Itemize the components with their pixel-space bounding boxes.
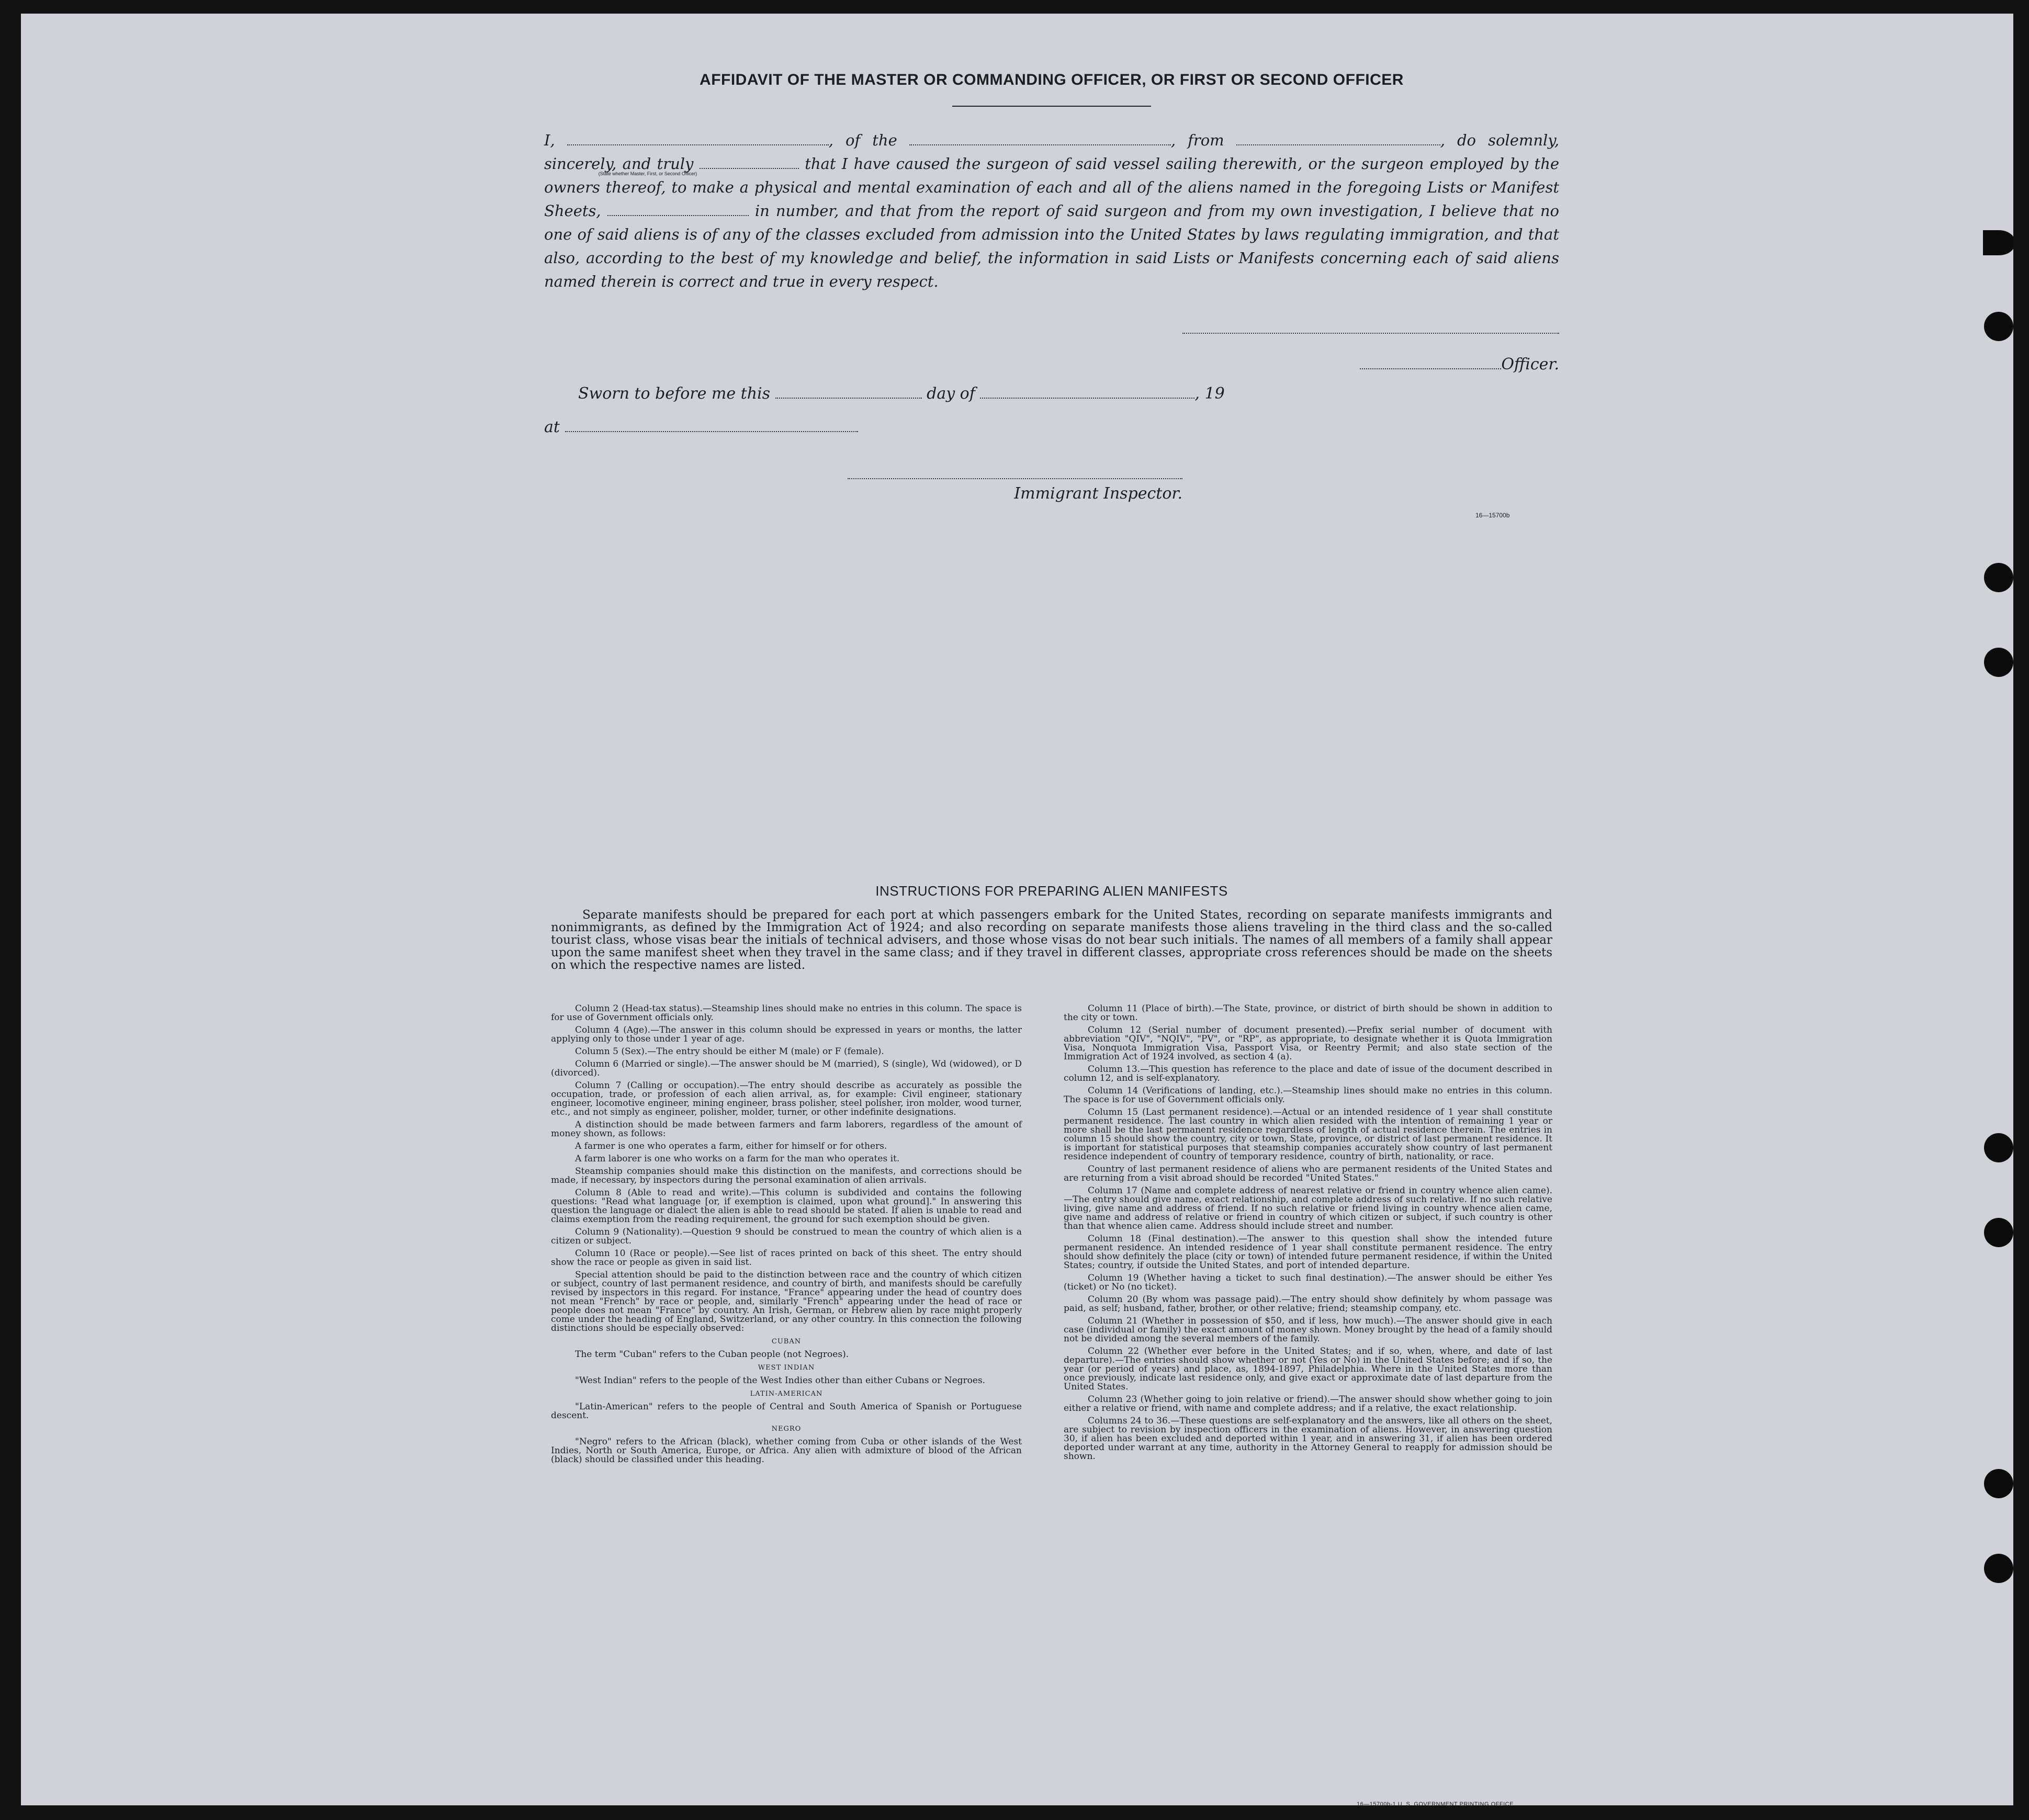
instruction-paragraph: Column 13.—This question has reference to the place and date of issue of the document described in column 12, and is self-explanatory. bbox=[1064, 1064, 1552, 1083]
instruction-paragraph: Column 7 (Calling or occupation).—The entry should describe as accurately as possible the occupation, trade, or profession of each alien arrival, as, for example: Civil engineer, stationary engineer, locomotive engineer, mining engineer, brass polisher, steel polisher, iron molder, wood turner, etc., and not simply as engineer, polisher, molder, turner, or other indefinite designations. bbox=[551, 1080, 1022, 1117]
affidavit-title: AFFIDAVIT OF THE MASTER OR COMMANDING OFFICER, OR FIRST OR SECOND OFFICER bbox=[700, 71, 1404, 88]
state-hint: (State whether Master, First, or Second Officer) bbox=[598, 171, 697, 176]
binder-hole-icon bbox=[1984, 1554, 2013, 1583]
number-of-sheets-field[interactable] bbox=[607, 201, 749, 216]
instruction-paragraph: A distinction should be made between farmers and farm laborers, regardless of the amount of money shown, as follows: bbox=[551, 1120, 1022, 1139]
instruction-paragraph: Column 18 (Final destination).—The answer to this question shall show the intended future permanent residence. An intended residence of 1 year shall constitute permanent residence. The entry should show definitely the place (city or town) of intended future permanent residence, if within the United States; country, if outside the United States, and port of intended departure. bbox=[1064, 1234, 1552, 1271]
instruction-paragraph: Column 4 (Age).—The answer in this column should be expressed in years or months, the latter applying only to those under 1 year of age. bbox=[551, 1025, 1022, 1044]
solemnly-label: solemnly, sincerely, and truly bbox=[544, 131, 1560, 173]
west-indian-heading: WEST INDIAN bbox=[758, 1364, 815, 1372]
form-code: 16—15700b bbox=[1475, 512, 1510, 519]
officer-name-field[interactable] bbox=[1360, 355, 1501, 369]
instruction-paragraph: Column 17 (Name and complete address of nearest relative or friend in country whence alien came).—The entry should give name, exact relationship, and complete address of such relative. If no such relative living, give name and address of friend. If no such relative or friend living in country whence alien came, give name and address of relative or friend in country of which citizen or subject, if such country is other than that whence alien came. Address should include street and number. bbox=[1064, 1185, 1552, 1231]
affidavit-body bbox=[544, 129, 1559, 293]
instruction-paragraph: Column 12 (Serial number of document presented).—Prefix serial number of document with abbreviation "QIV", "NQIV", "PV", or "RP", as appropriate, to designate whether it is Quota Immigration Visa, Nonquota Immigration Visa, Passport Visa, or Reentry Permit; and also state section of the Immigration Act of 1924 involved, as section 4 (a). bbox=[1064, 1025, 1552, 1062]
from-label: , from bbox=[1170, 131, 1224, 149]
sworn-place-field[interactable] bbox=[565, 417, 858, 432]
instruction-paragraph: A farm laborer is one who works on a farm for the man who operates it. bbox=[575, 1154, 900, 1164]
binder-hole-icon bbox=[1984, 648, 2013, 677]
left-column bbox=[551, 1004, 1022, 1468]
officer-signature-line[interactable] bbox=[1182, 333, 1559, 334]
instruction-paragraph: Column 23 (Whether going to join relative or friend).—The answer should show whether going to join either a relative or friend, with name and complete address; and if a relative, the exact relationship. bbox=[1064, 1394, 1552, 1414]
instruction-paragraph: Column 8 (Able to read and write).—This column is subdivided and contains the following questions: "Read what language [or, if exemption is claimed, upon what ground]." In answering this question the language or dialect the alien is able to read should be stated. If alien is unable to read and claims exemption from the reading requirement, the ground for such exemption should be given. bbox=[551, 1188, 1022, 1225]
instructions-intro: Separate manifests should be prepared for each port at which passengers embark for the United States, recording on separate manifests immigrants and nonimmigrants, as defined by the Immigration Act of 1924; and also recording on separate manifests those aliens traveling in the third class and the so-called tourist class, whose visas bear the initials of technical advisers, and those whose visas do not bear such initials. The names of all members of a family shall appear upon the same manifest sheet when they travel in the same class; and if they travel in different classes, appropriate cross references should be made on the sheets on which the respective names are listed. bbox=[551, 908, 1552, 972]
instruction-paragraph: A farmer is one who operates a farm, either for himself or for others. bbox=[575, 1141, 887, 1151]
document-page bbox=[21, 14, 2013, 1805]
instruction-paragraph: Column 20 (By whom was passage paid).—The entry should show definitely by whom passage was paid, as self; husband, father, brother, or other relative; friend; steamship company, etc. bbox=[1064, 1294, 1552, 1314]
printing-office-code: 16—15700b-1 U. S. GOVERNMENT PRINTING OFFICE bbox=[1357, 1801, 1514, 1805]
instruction-paragraph: Column 5 (Sex).—The entry should be either M (male) or F (female). bbox=[575, 1046, 884, 1057]
binder-hole-icon bbox=[1983, 230, 2013, 255]
instruction-paragraph: Column 11 (Place of birth).—The State, province, or district of birth should be shown in addition to the city or town. bbox=[1064, 1003, 1552, 1023]
oath-type-field[interactable] bbox=[700, 154, 799, 169]
instruction-paragraph: Columns 24 to 36.—These questions are self-explanatory and the answers, like all others on the sheet, are subject to revision by inspection officers in the examination of aliens. However, in answering question 30, if alien has been excluded and deported within 1 year, and in answering 31, if alien has been ordered deported under warrant at any time, authority in the Attorney General to reapply for admission should be shown. bbox=[1064, 1416, 1552, 1462]
instruction-paragraph: Column 21 (Whether in possession of $50, and if less, how much).—The answer should give in each case (individual or family) the exact amount of money shown. Money brought by the head of a family should not be divided among the several members of the family. bbox=[1064, 1316, 1552, 1344]
day-of-label: day of bbox=[927, 385, 975, 403]
instruction-paragraph: Steamship companies should make this distinction on the manifests, and corrections should be made, if necessary, by inspectors during the personal examination of alien arrivals. bbox=[551, 1166, 1022, 1185]
binder-hole-icon bbox=[1984, 312, 2013, 341]
instruction-paragraph: Column 9 (Nationality).—Question 9 should be construed to mean the country of which alien is a citizen or subject. bbox=[551, 1227, 1022, 1246]
binder-hole-icon bbox=[1984, 1218, 2013, 1247]
instruction-paragraph: Country of last permanent residence of aliens who are permanent residents of the United States and are returning from a visit abroad should be recorded "United States." bbox=[1064, 1164, 1552, 1183]
west-indian-text: "West Indian" refers to the people of the West Indies other than either Cubans or Negroes. bbox=[575, 1375, 986, 1386]
officer-line bbox=[1329, 355, 1559, 374]
binder-hole-icon bbox=[1984, 563, 2013, 592]
inspector-label: Immigrant Inspector. bbox=[1014, 484, 1182, 503]
latin-american-text: "Latin-American" refers to the people of Central and South America of Spanish or Portuguese descent. bbox=[551, 1401, 1022, 1421]
binder-hole-icon bbox=[1984, 1133, 2013, 1162]
instruction-paragraph: Column 19 (Whether having a ticket to such final destination).—The answer should be either Yes (ticket) or No (no ticket). bbox=[1064, 1273, 1552, 1292]
right-column bbox=[1064, 1004, 1552, 1465]
inspector-signature-line[interactable] bbox=[848, 478, 1182, 479]
cuban-text: The term "Cuban" refers to the Cuban people (not Negroes). bbox=[575, 1349, 849, 1360]
do-label: , do bbox=[1440, 131, 1476, 149]
at-label: at bbox=[544, 418, 560, 436]
title-divider bbox=[952, 106, 1151, 107]
instruction-paragraph: Special attention should be paid to the distinction between race and the country of which citizen or subject, country of last permanent residence, and country of birth, and manifests should be carefully revised by inspectors in this regard. For instance, "France" appearing under the head of country does not mean "French" by race or people, and, similarly "French" appearing under the head of race or people does not mean "France" by country. An Irish, German, or Hebrew alien by race might properly come under the heading of England, Switzerland, or any other country. In this connection the following distinctions should be especially observed: bbox=[551, 1270, 1022, 1333]
affidavit-text-1: that I have caused the surgeon of said vessel sailing therewith, or the surgeon employed by the owners thereof, to make a physical and mental examination of each and all of the aliens named in the foregoing Lists or Manifest Sheets, bbox=[544, 155, 1560, 220]
affidavit-i: I, bbox=[544, 131, 555, 149]
instructions-title: INSTRUCTIONS FOR PREPARING ALIEN MANIFESTS bbox=[875, 883, 1228, 899]
sworn-label: Sworn to before me this bbox=[578, 385, 771, 403]
instruction-paragraph: Column 6 (Married or single).—The answer should be M (married), S (single), Wd (widowed), or D (divorced). bbox=[551, 1059, 1022, 1078]
binder-hole-icon bbox=[1984, 1469, 2013, 1498]
officer-label: Officer. bbox=[1501, 355, 1559, 374]
instruction-paragraph: Column 15 (Last permanent residence).—Actual or an intended residence of 1 year shall constitute permanent residence. The last country in which alien resided with the intention of remaining 1 year or more shall be the last permanent residence regardless of length of actual residence therein. The entries in column 15 should show the country, city or town, State, province, or district of last permanent residence. It is important for statistical purposes that steamship companies accurately show country of last permanent residence independent of country of temporary residence, country of birth, nationality, or race. bbox=[1064, 1107, 1552, 1162]
affidavit-text-2: in number, and that from the report of said surgeon and from my own investigation, I believe that no one of said aliens is of any of the classes excluded from admission into the United States by laws regulating immigration, and that also, according to the best of my knowledge and belief, the information in said Lists or Manifests concerning each of said aliens named therein is correct and true in every respect. bbox=[544, 202, 1559, 290]
officer-rank-field[interactable] bbox=[567, 131, 829, 176]
instruction-paragraph: Column 14 (Verifications of landing, etc.).—Steamship lines should make no entries in this column. The space is for use of Government officials only. bbox=[1064, 1086, 1552, 1105]
cuban-heading: CUBAN bbox=[771, 1338, 802, 1346]
negro-heading: NEGRO bbox=[771, 1425, 802, 1433]
port-of-departure-field[interactable] bbox=[1236, 131, 1440, 145]
latin-american-heading: LATIN-AMERICAN bbox=[750, 1390, 823, 1398]
instruction-paragraph: Column 2 (Head-tax status).—Steamship lines should make no entries in this column. The space is for use of Government officials only. bbox=[551, 1003, 1022, 1023]
instructions-section bbox=[551, 883, 1552, 1805]
instruction-paragraph: Column 10 (Race or people).—See list of races printed on back of this sheet. The entry should show the race or people as given in said list. bbox=[551, 1248, 1022, 1268]
at-line bbox=[544, 417, 858, 436]
negro-text: "Negro" refers to the African (black), whether coming from Cuba or other islands of the West Indies, North or South America, Europe, or Africa. Any alien with admixture of blood of the African (black) should be classified under this heading. bbox=[551, 1437, 1022, 1465]
of-the-label: , of the bbox=[828, 131, 897, 149]
sworn-day-field[interactable] bbox=[775, 384, 922, 399]
instruction-paragraph: Column 22 (Whether ever before in the United States; and if so, when, where, and date of last departure).—The entries should show whether or not (Yes or No) in the United States before; and if so, the year (or period of years) and place, as, 1894-1897, Philadelphia. Where in the United States more than once previously, indicate last residence only, and give exact or approximate date of last departure from the United States. bbox=[1064, 1346, 1552, 1392]
sworn-month-field[interactable] bbox=[980, 384, 1194, 399]
sworn-line bbox=[544, 384, 1559, 403]
year-prefix-label: , 19 bbox=[1194, 385, 1225, 403]
vessel-name-field[interactable] bbox=[909, 131, 1171, 145]
